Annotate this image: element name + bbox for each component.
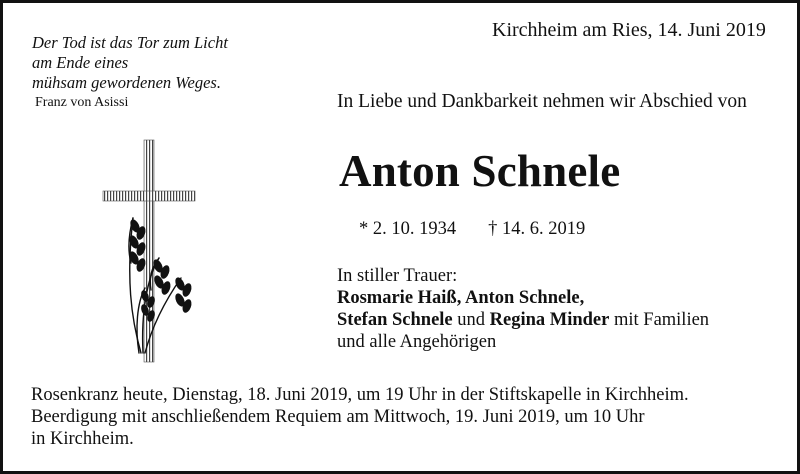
funeral-place: in Kirchheim. bbox=[31, 429, 134, 449]
place-and-date: Kirchheim am Ries, 14. Juni 2019 bbox=[492, 19, 766, 41]
mourner-name: Regina Minder bbox=[489, 310, 610, 330]
relatives-text: und alle Angehörigen bbox=[337, 332, 497, 352]
quote-line: mühsam gewordenen Weges. bbox=[32, 73, 221, 92]
cross-with-wheat-icon bbox=[101, 138, 197, 364]
birth-date: * 2. 10. 1934 bbox=[359, 219, 457, 239]
deceased-name: Anton Schnele bbox=[339, 146, 621, 196]
farewell-intro: In Liebe und Dankbarkeit nehmen wir Abschied von bbox=[337, 91, 747, 112]
mourners-block bbox=[337, 265, 709, 353]
mourners-names: Rosmarie Haiß, Anton Schnele, bbox=[337, 288, 585, 308]
families-text: mit Familien bbox=[609, 310, 710, 330]
quote bbox=[32, 33, 228, 93]
funeral-info: Beerdigung mit anschließendem Requiem am Mittwoch, 19. Juni 2019, um 10 Uhr bbox=[31, 407, 645, 427]
rosary-info: Rosenkranz heute, Dienstag, 18. Juni 2019, um 19 Uhr in der Stiftskapelle in Kirchheim. bbox=[31, 385, 689, 405]
connector-text: und bbox=[452, 310, 490, 330]
death-date: † 14. 6. 2019 bbox=[488, 219, 586, 239]
mourners-heading: In stiller Trauer: bbox=[337, 266, 458, 286]
quote-line: am Ende eines bbox=[32, 53, 129, 72]
mourner-name: Stefan Schnele bbox=[337, 310, 453, 330]
quote-author: Franz von Asissi bbox=[35, 95, 129, 110]
life-dates bbox=[359, 219, 585, 240]
quote-line: Der Tod ist das Tor zum Licht bbox=[32, 33, 228, 52]
service-details bbox=[31, 384, 689, 450]
